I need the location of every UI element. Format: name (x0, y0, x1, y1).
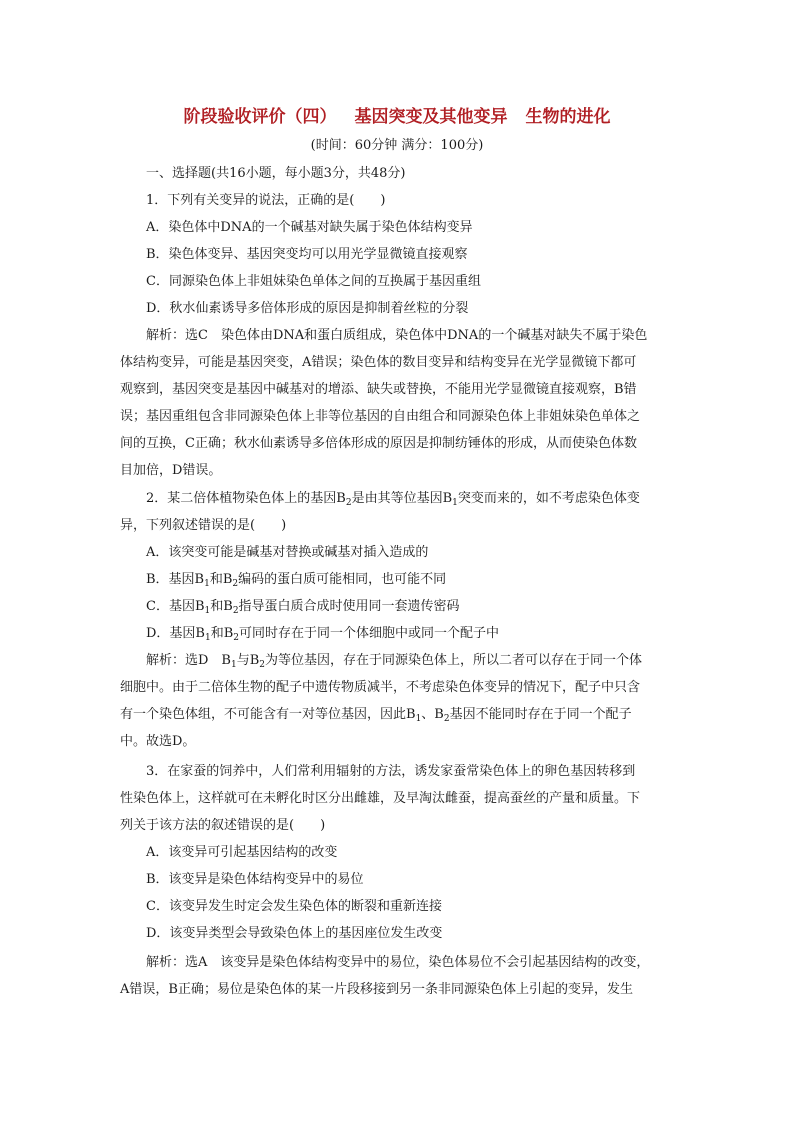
q2-stem-line1: 2．某二倍体植物染色体上的基因$B_2$是由其等位基因$B_1$突变而来的，如不考虑染色体变 (146, 491, 640, 508)
q3-option-b: B．该变异是染色体结构变异中的易位 (146, 872, 364, 887)
q3-option-d: D．该变异类型会导致染色体上的基因座位发生改变 (146, 926, 443, 941)
q2-option-a: A．该突变可能是碱基对替换或碱基对插入造成的 (146, 545, 429, 560)
q2-stem-line2: 异，下列叙述错误的是( ) (120, 518, 287, 533)
q1-analysis-line: 误；基因重组包含非同源染色体上非等位基因的自由组合和同源染色体上非姐妹染色单体之 (120, 409, 641, 424)
q2-analysis-line: 解析：选D $B_1$与$B_2$为等位基因，存在于同源染色体上，所以二者可以存在于同一个体 (146, 653, 643, 670)
q1-option-b: B．染色体变异、基因突变均可以用光学显微镜直接观察 (146, 247, 468, 262)
q1-option-c: C．同源染色体上非姐妹染色单体之间的互换属于基因重组 (146, 274, 481, 289)
q1-analysis-line: 观察到，基因突变是基因中碱基对的增添、缺失或替换，不能用光学显微镜直接观察，B错 (120, 382, 637, 397)
q2-analysis-line: 细胞中。由于二倍体生物的配子中遗传物质减半，不考虑染色体变异的情况下，配子中只含 (120, 680, 641, 695)
section-heading: 一、选择题(共16小题，每小题3分，共48分) (146, 166, 406, 181)
q1-analysis-line: 体结构变异，可能是基因突变，A错误；染色体的数目变异和结构变异在光学显微镜下都可 (120, 355, 637, 370)
q3-stem-line: 列关于该方法的叙述错误的是( ) (120, 818, 326, 833)
q3-stem-line: 3．在家蚕的饲养中，人们常利用辐射的方法，诱发家蚕常染色体上的卵色基因转移到 (146, 764, 636, 779)
page-title (0, 106, 794, 128)
q2-option-c: C．基因$B_1$和$B_2$指导蛋白质合成时使用同一套遗传密码 (146, 599, 460, 616)
q1-option-d: D．秋水仙素诱导多倍体形成的原因是抑制着丝粒的分裂 (146, 301, 469, 316)
q1-option-a: A．染色体中DNA的一个碱基对缺失属于染色体结构变异 (146, 220, 473, 235)
title-part2: 生物的进化 (525, 107, 611, 127)
q3-analysis-line: A错误，B正确；易位是染色体的某一片段移接到另一条非同源染色体上引起的变异，发生 (120, 982, 633, 997)
q2-analysis-line: 中。故选D。 (120, 734, 196, 749)
q1-analysis-line: 间的互换，C正确；秋水仙素诱导多倍体形成的原因是抑制纺锤体的形成，从而使染色体数 (120, 436, 637, 451)
q3-stem-line: 性染色体上，这样就可在未孵化时区分出雌雄，及早淘汰雌蚕，提高蚕丝的产量和质量。下 (120, 791, 641, 806)
q1-analysis-line: 解析：选C 染色体由DNA和蛋白质组成，染色体中DNA的一个碱基对缺失不属于染色 (146, 328, 648, 343)
exam-time-score: (时间：60分钟 满分：100分) (310, 138, 484, 153)
q2-option-d: D．基因$B_1$和$B_2$可同时存在于同一个体细胞中或同一个配子中 (146, 626, 500, 643)
q1-analysis-line: 目加倍，D错误。 (120, 463, 222, 478)
title-part1: 基因突变及其他变异 (354, 107, 508, 127)
title-main: 阶段验收评价（四） (183, 107, 337, 127)
q2-analysis-line: 有一个染色体组，不可能含有一对等位基因，因此$B_1$、$B_2$基因不能同时存在于同一个配子 (120, 707, 632, 724)
q2-option-b: B．基因$B_1$和$B_2$编码的蛋白质可能相同，也可能不同 (146, 572, 447, 589)
q3-option-c: C．该变异发生时定会发生染色体的断裂和重新连接 (146, 899, 442, 914)
q3-analysis-line: 解析：选A 该变异是染色体结构变异中的易位，染色体易位不会引起基因结构的改变， (146, 955, 650, 970)
q3-option-a: A．该变异可引起基因结构的改变 (146, 845, 338, 860)
q1-stem: 1．下列有关变异的说法，正确的是( ) (146, 193, 386, 208)
